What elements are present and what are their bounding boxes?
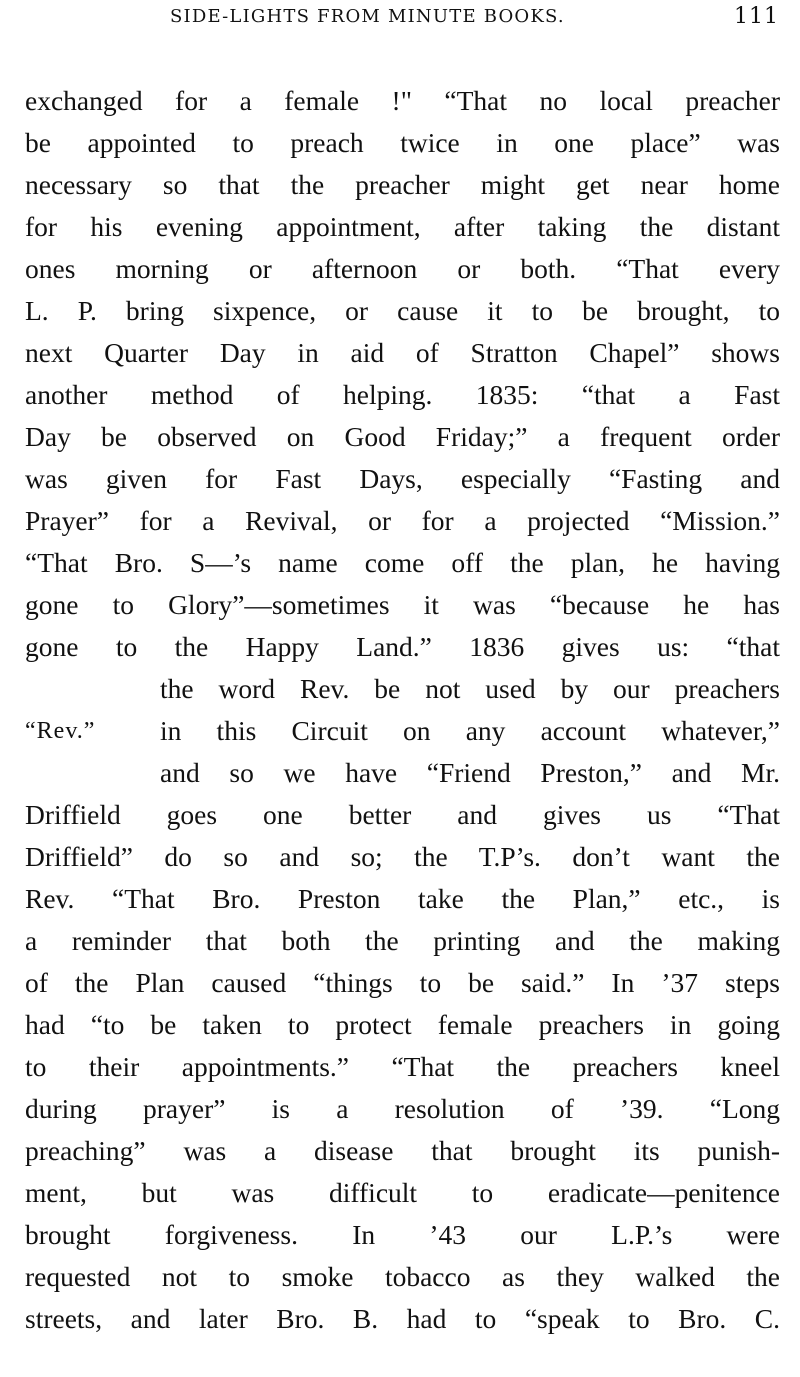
- margin-sidenote: “Rev.”: [25, 718, 96, 744]
- running-head: [0, 4, 800, 38]
- text-line: was given for Fast Days, especially “Fasting and: [25, 463, 780, 494]
- text-line: requested not to smoke tobacco as they walked the: [25, 1261, 780, 1292]
- text-line: had “to be taken to protect female preachers in going: [25, 1009, 780, 1040]
- text-line: Prayer” for a Revival, or for a projected “Mission.”: [25, 505, 780, 536]
- text-line: streets, and later Bro. B. had to “speak to Bro. C.: [25, 1303, 780, 1334]
- text-line: another method of helping. 1835: “that a Fast: [25, 379, 780, 410]
- text-line: Day be observed on Good Friday;” a frequent order: [25, 421, 780, 452]
- text-line: L. P. bring sixpence, or cause it to be brought, to: [25, 295, 780, 326]
- sidenote-block: [25, 668, 780, 794]
- text-line: ones morning or afternoon or both. “That every: [25, 253, 780, 284]
- text-line-indented: in this Circuit on any account whatever,”: [160, 715, 780, 746]
- text-line: brought forgiveness. In ’43 our L.P.’s were: [25, 1219, 780, 1250]
- text-line: a reminder that both the printing and the making: [25, 925, 780, 956]
- text-line: Driffield goes one better and gives us “That: [25, 799, 780, 830]
- text-line: “That Bro. S—’s name come off the plan, he having: [25, 547, 780, 578]
- text-line: be appointed to preach twice in one place” was: [25, 127, 780, 158]
- text-line: during prayer” is a resolution of ’39. “Long: [25, 1093, 780, 1124]
- running-head-title: SIDE-LIGHTS FROM MINUTE BOOKS.: [170, 6, 565, 27]
- text-line: ment, but was difficult to eradicate—penitence: [25, 1177, 780, 1208]
- body-text: [25, 80, 780, 1340]
- text-line: gone to Glory”—sometimes it was “because he has: [25, 589, 780, 620]
- text-line: Driffield” do so and so; the T.P’s. don’t want the: [25, 841, 780, 872]
- text-line-indented: and so we have “Friend Preston,” and Mr.: [160, 757, 780, 788]
- text-line: to their appointments.” “That the preachers kneel: [25, 1051, 780, 1082]
- text-line-indented: the word Rev. be not used by our preachers: [160, 673, 780, 704]
- text-line: Rev. “That Bro. Preston take the Plan,” etc., is: [25, 883, 780, 914]
- text-line: next Quarter Day in aid of Stratton Chapel” shows: [25, 337, 780, 368]
- text-line: preaching” was a disease that brought its punish-: [25, 1135, 780, 1166]
- page-number: 111: [734, 4, 779, 29]
- text-line: of the Plan caused “things to be said.” In ’37 steps: [25, 967, 780, 998]
- text-line: exchanged for a female !" “That no local preacher: [25, 85, 780, 116]
- text-line: gone to the Happy Land.” 1836 gives us: “that: [25, 631, 780, 662]
- text-line: necessary so that the preacher might get near home: [25, 169, 780, 200]
- text-line: for his evening appointment, after taking the distant: [25, 211, 780, 242]
